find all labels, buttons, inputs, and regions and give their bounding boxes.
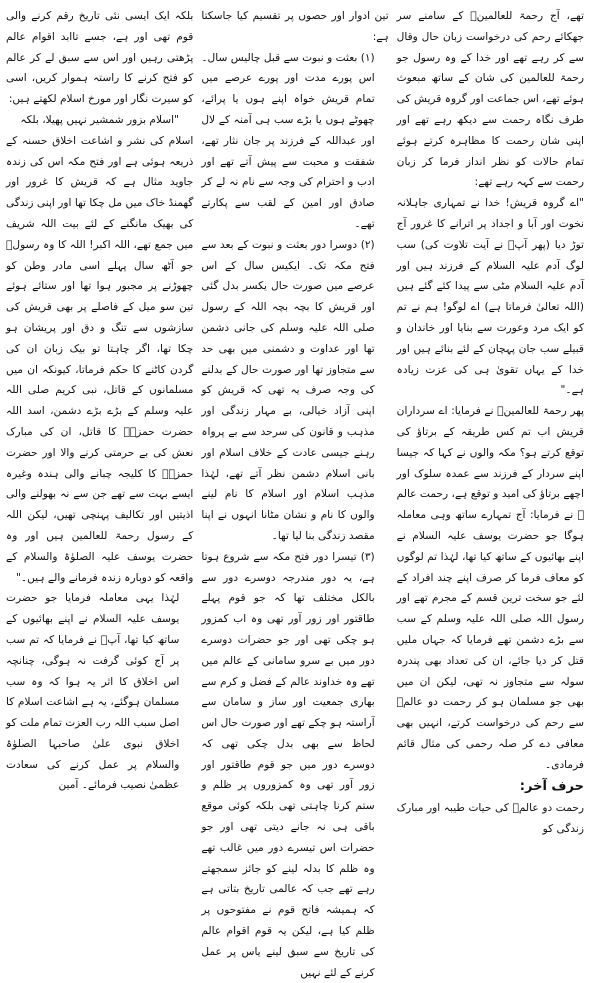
paragraph: (۲) دوسرا دور بعثت و نبوت کے بعد سے فتح مکہ تک۔ ایکیس سال کے اس عرصے میں صورت حال یکسر بدل گئی اور قریش کا بچہ بچہ اللہ کے رسول صلی اللہ علیہ وسلم کی جانی دشمن تھا اور عداوت و دشمنی میں بھی حد سے متجاوز تھا اور صورت حال کے بدلنے کی وجہ صرف یہ تھی کہ قریش کو اپنی آزاد خیالی، بے مہار زندگی اور مذہب و قانون کی سرحد سے بے پرواہ رہنے جیسی عادت کے خلاف اسلام اور بانی اسلام دشمن نظر آتے تھے، لہٰذا مذہب اسلام اور اسلام کا نام لینے والوں کا نام و نشان مٹانا انہوں نے اپنا مقصد زندگی بنا لیا تھا۔ [201, 238, 375, 542]
paragraph: تھے، آج رحمۃ للعالمینؐ کے سامنے سر جھکائے رحم کی درخواست زبان حال وقال سے کر رہے تھے اور خدا کے وہ رسول جو رحمۃ للعالمین کی شان کے ساتھ مبعوث ہوئے تھے، اس جماعت اور گروہ قریش کی طرف نگاہ رحمت سے دیکھ رہے تھے اور اپنی شان رحمت کا مظاہرہ کرتے ہوئے تمام حالات کو نظر انداز فرما کر زبان رحمت سے کہہ رہے تھے: [396, 10, 584, 189]
column-right [396, 6, 584, 836]
paragraph: "اے گروہ قریش! خدا نے تمہاری جاہلانہ نخوت اور آبا و اجداد پر اترانے کا غرور آج توڑ دیا (پھر آپؐ نے آیت تلاوت کی) سب لوگ آدم علیہ السلام کے فرزند ہیں اور آدم علیہ السلام مٹی سے پیدا کئے گئے ہیں (اللہ تعالیٰ فرماتا ہے) اے لوگو! ہم نے تم کو ایک مرد وعورت سے بنایا اور خاندان و قبیلے سب جان پہچان کے لئے بنائے ہیں اور خدا کے یہاں تقویٰ ہی کی عزت زیادہ ہے۔" [396, 197, 584, 397]
paragraph: (۳) تیسرا دور فتح مکہ سے شروع ہوتا ہے، یہ دور مندرجہ دوسرے دور سے بالکل مختلف تھا کہ جو قوم پہلے طاقتور اور زور آور تھی وہ اب کمزور ہو چکی تھی اور جو حضرات دوسرے دور میں بے سرو سامانی کے عالم میں تھے وہ خداوند عالم کے فضل و کرم سے بھاری جمعیت اور ساز و سامان سے آراستہ ہو چکے تھے اور صورت حال اس لحاظ سے بھی بدل چکی تھی کہ دوسرے دور میں جو قوم طاقتور اور زور آور تھی وہ کمزوروں پر ظلم و ستم کرنا چاہتی تھی بلکہ کوئی موقع باقی ہی نہ جانے دیتی تھی اور جو حضرات اس تیسرے دور میں غالب تھے وہ ظلم کا بدلہ لینے کو جائز سمجھتے رہے تھے جب کہ عالمی تاریخ بتاتی ہے کہ ہمیشہ فاتح قوم نے مفتوحوں پر ظلم کیا ہے، لیکن یہ قوم اقوام عالم کی تاریخ سے سبق لینے یاس پر عمل کرنے کے لئے نہیں [201, 550, 375, 979]
text-columns [6, 6, 584, 979]
paragraph: (۱) بعثت و نبوت سے قبل چالیس سال۔ اس پورے مدت اور پورے عرصے میں تمام قریش خواہ اپنے ہوں یا پرائے، چھوٹے ہوں یا بڑے سب ہی آمنہ کے لال اور عبداللہ کے فرزند پر جان نثار تھے، شفقت و محبت سے پیش آتے تھے اور ادب و احترام کی وجہ سے نام نہ لے کر صادق اور امین کے لقب سے پکارتے تھے۔ [201, 51, 375, 230]
column-middle [201, 6, 389, 979]
paragraph: "اسلام بزور شمشیر نہیں پھیلا، بلکہ [20, 113, 179, 126]
paragraph: رحمت دو عالمؐ کی حیات طیبہ اور مبارک زندگی کو [396, 802, 584, 836]
paragraph: اسلام کی نشر و اشاعت اخلاق حسنہ کے ذریعہ ہوئی ہے اور فتح مکہ اس کی زندہ جاوید مثال ہے کہ قریش کا غرور اور گھمنڈ خاک میں مل چکا تھا اور اپنی زندگی کی بھیک مانگنے کے لئے بیت اللہ شریف میں جمع تھے، اللہ اکبر! اللہ کا وہ رسولؐ جو آٹھ سال پہلے اسی مادر وطن کو چھوڑنے پر مجبور ہوا تھا اور ستائے ہوئے تین سو میل کے فاصلے پر بھی قریش کی سازشوں سے تنگ و دق اور پریشان ہو چکا تھا، اگر چاہتا تو بیک زبان ان کی گردن کاٹنے کا حکم فرماتا، کیونکہ ان میں مسلمانوں کے قاتل، نبی کریم صلی اللہ علیہ وسلم کے بڑے بڑے دشمن، اسد اللہ حضرت حمزہؓ کا قاتل، ان کی مبارک نعش کی بے حرمتی کرنے والا اور حضرت حمزہؓ کا کلیجہ چبانے والی ہندہ وغیرہ ایسے بہت سے تھے جن سے نہ بھولنے والی اذیتیں اور تکالیف پہنچی تھیں، لیکن اللہ کے رسول رحمۃ للعالمین ہیں اور وہ حضرت یوسف علیہ الصلوٰۃ والسلام کے واقعہ کو دوبارہ زندہ فرمانے والے ہیں۔" [6, 134, 194, 584]
paragraph: لہٰذا یہی معاملہ فرمایا جو حضرت یوسف علیہ السلام نے اپنے بھائیوں کے ساتھ کیا تھا، آپؐ نے فرمایا کہ تم سب پر آج کوئی گرفت نہ ہوگی، چنانچہ اس اخلاق کا اثر یہ ہوا کہ وہ سب مسلمان ہوگئے، یہ ہے اشاعت اسلام کا اصل سبب اللہ رب العزت تمام ملت کو اخلاق نبوی علیٰ صاحبہا الصلوٰۃ والسلام پر عمل کرنے کی سعادت عظمیٰ نصیب فرمائے۔ آمین [6, 592, 180, 792]
column-left [6, 6, 193, 819]
paragraph: تین ادوار اور حصوں پر تقسیم کیا جاسکتا ہے: [201, 10, 389, 43]
paragraph: بلکہ ایک ایسی نئی تاریخ رقم کرنے والی قوم تھی اور ہے، جسے تاابد اقوام عالم پڑھتی رہیں اور اس سے سبق لے کر عالم کو فتح کرنے کا راستہ ہموار کریں، اسی کو سیرت نگار اور مورخ اسلام لکھتے ہیں: [6, 10, 194, 106]
paragraph: پھر رحمۃ للعالمینؐ نے فرمایا: اے سرداران قریش اب تم کس طریقہ کے برتاؤ کی توقع کرتے ہو؟ مکہ والوں نے کہا کہ جیسا اپنے سردار کے فرزند سے عمدہ سلوک اور اچھے برتاؤ کی امید و توقع ہے، رحمت عالم ﷺ نے فرمایا: آج تمہارے ساتھ وہی معاملہ ہوگا جو حضرت یوسف علیہ السلام نے اپنے بھائیوں کے ساتھ کیا تھا، لہٰذا تم لوگوں کو معاف فرما کر صرف اپنے چند افراد کے لئے جو سخت ترین قسم کے مجرم تھے اور رسول اللہ صلی اللہ علیہ وسلم کے سب سے بڑے دشمن تھے فرمایا کہ جہاں ملیں قتل کر دیا جائے، ان کی تعداد بھی پندرہ سولہ سے متجاوز نہ تھی، لیکن ان میں بھی جو مسلمان ہو کر رحمت دو عالمؐ سے رحم کی درخواست کرتے، انہیں بھی معافی دے کر صلہ رحمی کی مثال قائم فرمادی۔ [396, 405, 584, 771]
section-heading: حرف آخر: [519, 779, 584, 795]
